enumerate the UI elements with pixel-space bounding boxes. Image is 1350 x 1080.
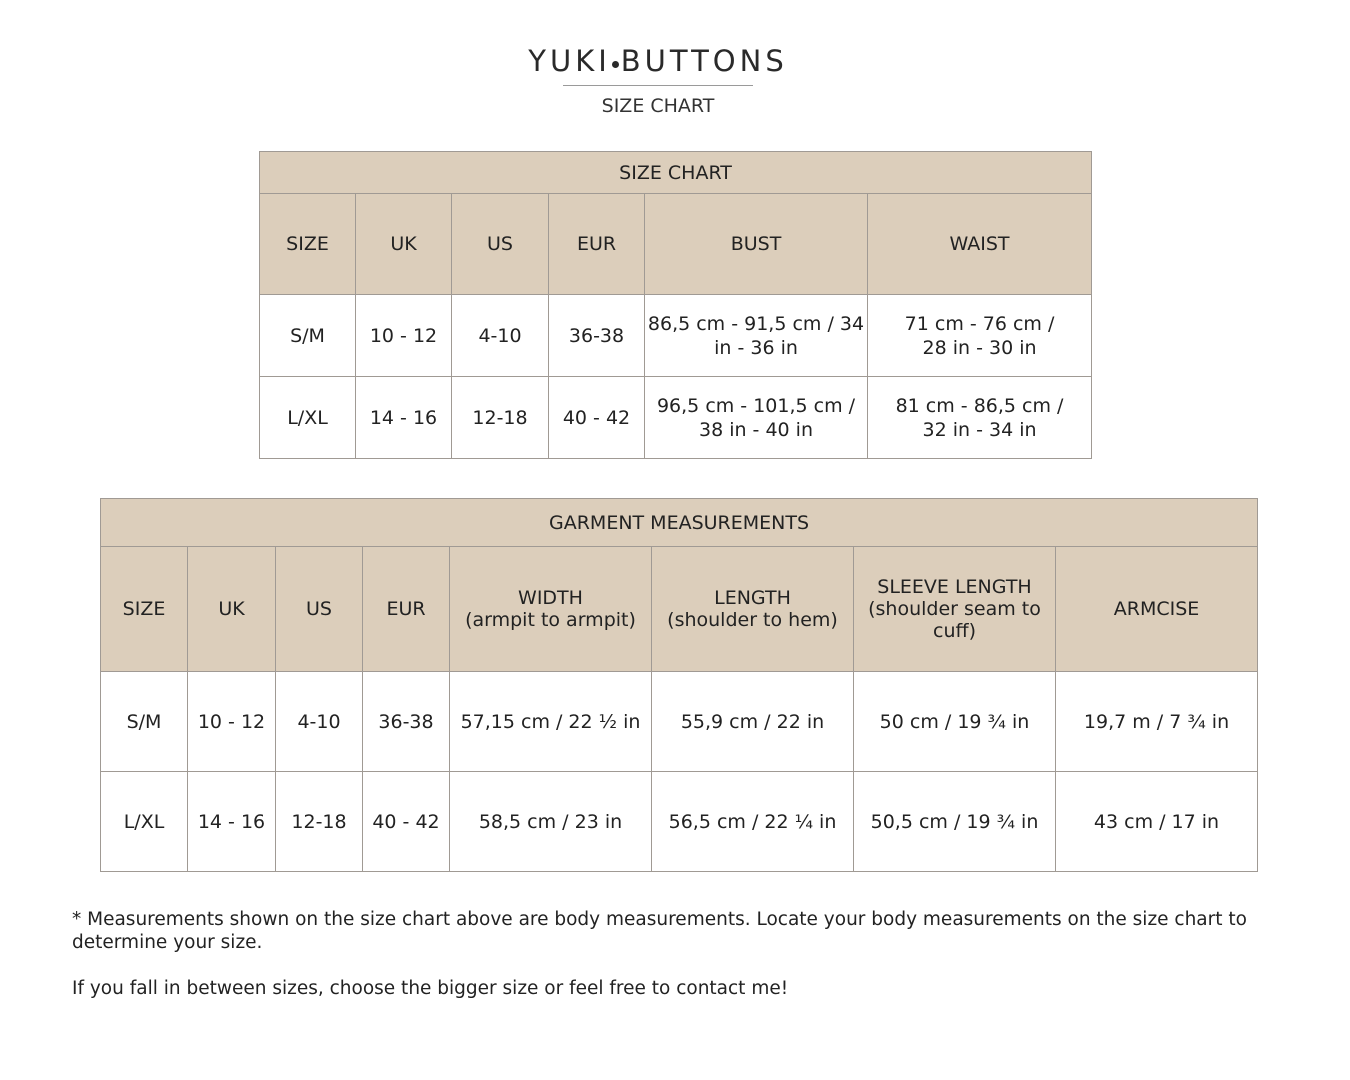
table-cell: 50,5 cm / 19 ¾ in (854, 772, 1056, 872)
garment-header-size (101, 547, 188, 672)
header-sublabel: (shoulder to hem) (667, 609, 838, 631)
size-chart-table (259, 151, 1092, 459)
header-label: LENGTH (714, 587, 791, 609)
header-label: US (306, 598, 332, 620)
header-label: SLEEVE LENGTH (877, 576, 1032, 598)
size-chart-header-size: SIZE (260, 194, 356, 295)
table-cell: 50 cm / 19 ¾ in (854, 672, 1056, 772)
table-cell: 14 - 16 (188, 772, 276, 872)
header-label: UK (218, 598, 245, 620)
garment-header-eur (363, 547, 450, 672)
table-row (101, 672, 1258, 772)
table-cell: 36-38 (363, 672, 450, 772)
brand-name-left: YUKI (528, 44, 611, 78)
garment-header-uk (188, 547, 276, 672)
header-sublabel: (shoulder seam to cuff) (868, 598, 1041, 642)
table-cell: 4-10 (452, 295, 549, 377)
between-sizes-note: If you fall in between sizes, choose the bigger size or feel free to contact me! (72, 978, 789, 999)
size-chart-header-uk: UK (356, 194, 452, 295)
garment-header-length (652, 547, 854, 672)
table-cell: 10 - 12 (188, 672, 276, 772)
header-label: EUR (386, 598, 426, 620)
table-cell: 55,9 cm / 22 in (652, 672, 854, 772)
garment-measurements-table (100, 498, 1258, 872)
garment-header-sleeve-length (854, 547, 1056, 672)
table-row (260, 377, 1092, 459)
table-cell: 86,5 cm - 91,5 cm / 34 in - 36 in (645, 295, 868, 377)
size-chart-header-eur: EUR (549, 194, 645, 295)
size-chart-header-bust: BUST (645, 194, 868, 295)
table-cell: 57,15 cm / 22 ½ in (450, 672, 652, 772)
brand-name-right: BUTTONS (620, 44, 788, 78)
table-cell: 81 cm - 86,5 cm / 32 in - 34 in (868, 377, 1092, 459)
size-chart-header-us: US (452, 194, 549, 295)
garment-header-armcise (1056, 547, 1258, 672)
garment-measurements-title: GARMENT MEASUREMENTS (101, 499, 1258, 547)
header-sublabel: (armpit to armpit) (465, 609, 636, 631)
table-cell: 40 - 42 (363, 772, 450, 872)
table-cell: 56,5 cm / 22 ¼ in (652, 772, 854, 872)
table-cell: L/XL (260, 377, 356, 459)
garment-header-width (450, 547, 652, 672)
table-cell: 40 - 42 (549, 377, 645, 459)
table-cell: 14 - 16 (356, 377, 452, 459)
table-cell: S/M (260, 295, 356, 377)
brand-logo (0, 44, 1316, 78)
table-cell: S/M (101, 672, 188, 772)
table-row (260, 295, 1092, 377)
header-label: SIZE (122, 598, 166, 620)
table-cell: 4-10 (276, 672, 363, 772)
table-cell: 10 - 12 (356, 295, 452, 377)
body-measurement-note: * Measurements shown on the size chart above are body measurements. Locate your body measurements on the size chart to determine your size. (72, 909, 1247, 953)
page-subtitle: SIZE CHART (601, 95, 715, 117)
header-label: ARMCISE (1113, 598, 1200, 620)
size-chart-title: SIZE CHART (260, 152, 1092, 194)
table-cell: 12-18 (276, 772, 363, 872)
header-label: WIDTH (518, 587, 583, 609)
table-cell: L/XL (101, 772, 188, 872)
garment-header-us (276, 547, 363, 672)
table-cell: 71 cm - 76 cm / 28 in - 30 in (868, 295, 1092, 377)
brand-dot-icon (612, 61, 619, 68)
table-cell: 12-18 (452, 377, 549, 459)
notes-section (72, 908, 1312, 1023)
table-cell: 58,5 cm / 23 in (450, 772, 652, 872)
table-cell: 36-38 (549, 295, 645, 377)
table-row (101, 772, 1258, 872)
size-chart-header-waist: WAIST (868, 194, 1092, 295)
table-cell: 43 cm / 17 in (1056, 772, 1258, 872)
table-cell: 96,5 cm - 101,5 cm / 38 in - 40 in (645, 377, 868, 459)
table-cell: 19,7 m / 7 ¾ in (1056, 672, 1258, 772)
brand-divider (563, 85, 753, 86)
